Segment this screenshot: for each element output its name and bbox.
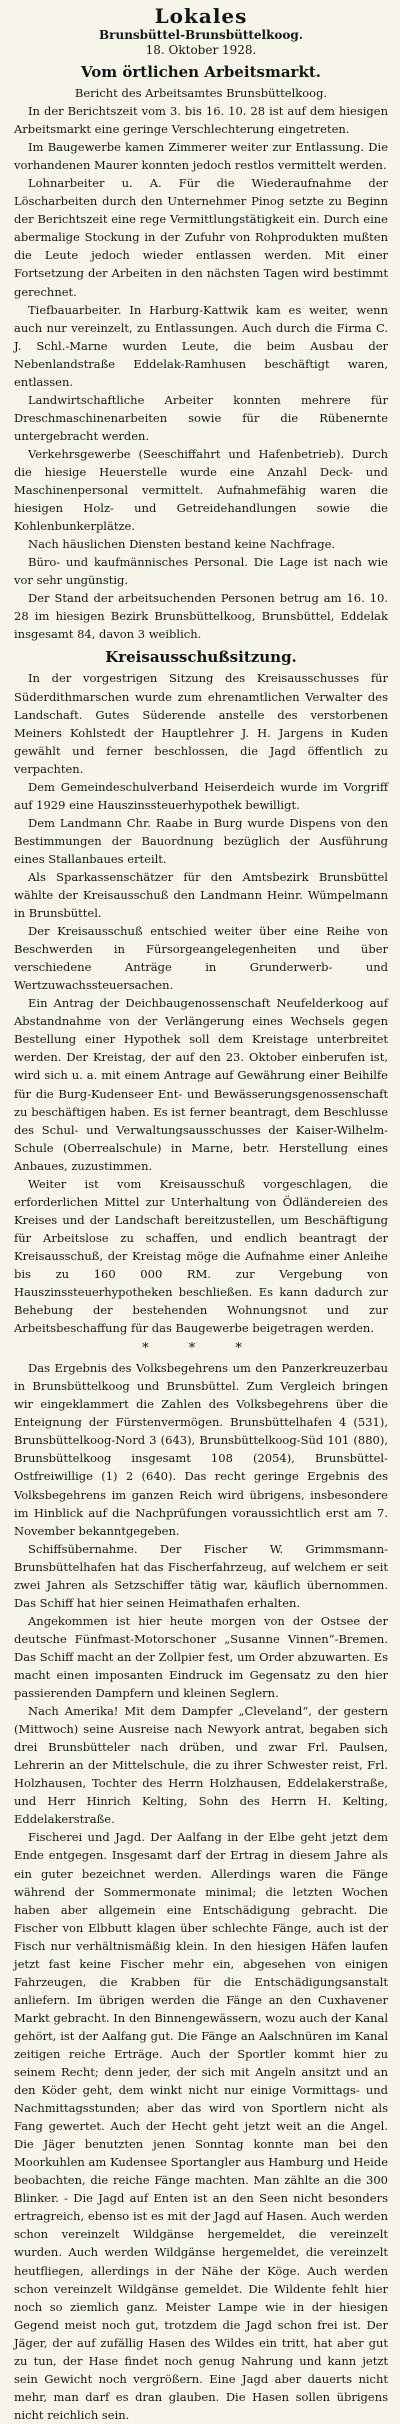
- committee-paragraph: In der vorgestrigen Sitzung des Kreisausschusses für Süderdithmarschen wurde zum ehrenamtlichen Verwalter des Landschaft. Gutes Süderende anstelle des verstorbenen Meiners Kohlstedt der Hauptlehrer J. H. Jargens in Kuden gewählt und ferner beschlossen, die Jagd öffentlich zu verpachten.: [14, 671, 388, 776]
- labor-paragraph: In der Berichtszeit vom 3. bis 16. 10. 28 ist auf dem hiesigen Arbeitsmarkt eine geringe Verschlechterung eingetreten.: [14, 104, 388, 137]
- section-separator: * * *: [142, 1341, 260, 1357]
- town-subhead: Brunsbüttel-Brunsbüttelkoog.: [99, 28, 303, 42]
- labor-paragraph: Der Stand der arbeitsuchenden Personen betrug am 16. 10. 28 im hiesigen Bezirk Brunsbüttelkoog, Brunsbüttel, Eddelak insgesamt 84, davon 3 weiblich.: [14, 591, 388, 642]
- committee-paragraph: Der Kreisausschuß entschied weiter über eine Reihe von Beschwerden in Fürsorgeangelegenheiten und über verschiedene Anträge in Grunderwerb- und Wertzuwachssteuersachen.: [14, 924, 388, 993]
- labor-paragraph: Im Baugewerbe kamen Zimmerer weiter zur Entlassung. Die vorhandenen Maurer konnten jedoch restlos vermittelt werden.: [14, 140, 388, 173]
- local-news-item: Schiffsübernahme. Der Fischer W. Grimmsmann-Brunsbüttelhafen hat das Fischerfahrzeug, auf welchem er seit zwei Jahren als Setzschiffer tätig war, käuflich übernommen. Das Schiff hat hier seinen Heimathafen erhalten.: [14, 1541, 388, 1610]
- masthead: Lokales: [154, 4, 248, 28]
- committee-paragraph: Dem Landmann Chr. Raabe in Burg wurde Dispens von den Bestimmungen der Bauordnung bezüglich der Ausführung eines Stallanbaues erteilt.: [14, 815, 388, 866]
- committee-paragraph: Als Sparkassenschätzer für den Amtsbezirk Brunsbüttel wählte der Kreisausschuß den Landmann Heinr. Wümpelmann in Brunsbüttel.: [14, 869, 388, 921]
- committee-paragraph: Ein Antrag der Deichbaugenossenschaft Neufelderkoog auf Abstandnahme von der Verlängerung eines Wechsels gegen Bestellung einer Hypothek soll dem Kreistage unterbreitet werden. Der Kreistag, der auf den 23. Oktober einberufen ist, wird sich u. a. mit einem Antrage auf Gewährung einer Beihilfe für die Burg-Kudenseer Ent- und Bewässerungsgenossenschaft zu beschäftigen haben. Es ist ferner beantragt, dem Beschlusse des Schul- und Verwaltungsausschusses der Kaiser-Wilhelm-Schule (Oberrealschule) in Marne, betr. Herstellung eines Anbaues, zuzustimmen.: [14, 996, 388, 1173]
- local-news-item: Angekommen ist hier heute morgen von der Ostsee der deutsche Fünfmast-Motorschoner „Susanne Vinnen“-Bremen. Das Schiff macht an der Zollpier fest, um Order abzuwarten. Es macht einen imposanten Eindruck im Gegensatz zu den hier passierenden Dampfern und kleinen Seglern.: [14, 1613, 388, 1701]
- labor-paragraph: Nach häuslichen Diensten bestand keine Nachfrage.: [28, 537, 336, 552]
- local-news-item: Nach Amerika! Mit dem Dampfer „Cleveland“, der gestern (Mittwoch) seine Ausreise nach Newyork antrat, begaben sich drei Brunsbütteler nach drüben, und zwar Frl. Paulsen, Lehrerin an der Mittelschule, die zu ihrer Schwester reist, Frl. Holzhausen, Tochter des Herrn Holzhausen, Eddelakerstraße, und Herr Hinrich Kelting, Sohn des Herrn H. Kelting, Eddelakerstraße.: [14, 1704, 388, 1827]
- labor-paragraph: Lohnarbeiter u. A. Für die Wiederaufnahme der Löscharbeiten durch den Unternehmer Pinog setzte zu Beginn der Berichtszeit eine rege Vermittlungstätigkeit ein. Durch eine abermalige Stockung in der Zufuhr von Rohprodukten mußten die Leute jedoch wieder entlassen werden. Mit einer Fortsetzung der Arbeiten in den nächsten Tagen wird bestimmt gerechnet.: [14, 176, 388, 299]
- issue-date: 18. Oktober 1928.: [145, 43, 257, 57]
- article-title-district-committee: Kreisausschußsitzung.: [105, 648, 297, 667]
- local-news-item: Das Ergebnis des Volksbegehrens um den Panzerkreuzerbau in Brunsbüttelkoog und Brunsbüttel. Zum Vergleich bringen wir eingeklammert die Zahlen des Volksbegehrens über die Enteignung der Fürstenvermögen. Brunsbüttelhafen 4 (531), Brunsbüttelkoog-Nord 3 (643), Brunsbüttelkoog-Süd 101 (880), Brunsbüttelkoog insgesamt 108 (2054), Brunsbüttel-Ostfreiwillige (1) 2 (640). Das recht geringe Ergebnis des Volksbegehrens im ganzen Reich wird übrigens, insbesondere im Hinblick auf die Nachprüfungen voraussichtlich erst am 7. November bekanntgegeben.: [14, 1361, 388, 1538]
- labor-paragraph: Landwirtschaftliche Arbeiter konnten mehrere für Dreschmaschinenarbeiten sowie für die Rübenernte untergebracht werden.: [14, 392, 388, 443]
- labor-report-subtitle: Bericht des Arbeitsamtes Brunsbüttelkoog.: [74, 86, 328, 100]
- labor-paragraph: Verkehrsgewerbe (Seeschiffahrt und Hafenbetrieb). Durch die hiesige Heuerstelle wurde eine Anzahl Deck- und Maschinenpersonal vermittelt. Aufnahmefähig waren die hiesigen Holz- und Getreidehandlungen sowie die Kohlenbunkerplätze.: [14, 446, 388, 534]
- local-news-header: [14, 4, 388, 58]
- committee-paragraph: Weiter ist vom Kreisausschuß vorgeschlagen, die erforderlichen Mittel zur Unterhaltung von Ödländereien des Kreises und der Landschaft bereitzustellen, um Beschäftigung für Arbeitslose zu schaffen, und endlich beantragt der Kreisausschuß, der Kreistag möge die Aufnahme einer Anleihe bis zu 160 000 RM. zur Vergebung von Hauszinssteuerhypotheken beschließen. Es kann dadurch zur Behebung der bestehenden Wohnungsnot und zur Arbeitsbeschaffung für das Baugewerbe beigetragen werden.: [14, 1176, 388, 1336]
- local-news-item: Fischerei und Jagd. Der Aalfang in der Elbe geht jetzt dem Ende entgegen. Insgesamt darf der Ertrag in diesem Jahre als ein guter bezeichnet werden. Allerdings waren die Fänge während der Sommermonate minimal; die letzten Wochen haben aber allgemein eine Entschädigung gebracht. Die Fischer von Elbbutt klagen über schlechte Fänge, auch ist der Fisch nur verhältnismäßig klein. In den hiesigen Häfen laufen jetzt fast keine Fischer mehr ein, abgesehen von einigen Fahrzeugen, die Krabben für die Entschädigungsanstalt anliefern. Im übrigen werden die Fänge an den Cuxhavener Markt gebracht. In den Binnengewässern, wozu auch der Kanal gehört, ist der Aalfang gut. Die Fänge an Aalschnüren im Kanal zeitigen reiche Erträge. Auch der Sportler kommt hier zu seinem Recht; denn jeder, der sich mit Angeln ansitzt und an den Köder geht, dem winkt nicht nur einige Vormittags- und Nachmittagsstunden; aber das wird von Sportlern nicht als Fang gewertet. Auch der Hecht geht jetzt weit an die Angel. Die Jäger benutzten jenen Sonntag konnte man bei den Moorkuhlen am Kudensee Sportangler aus Hamburg und Heide beobachten, die reiche Fänge machten. Man zählte an die 300 Blinker. - Die Jagd auf Enten ist an den Seen nicht besonders ertragreich, ebenso ist es mit der Jagd auf Hasen. Auch werden schon vereinzelt Wildgänse hergemeldet, die vereinzelt wurden. Auch werden Wildgänse hergemeldet, die vereinzelt heutfliegen, allerdings in der Nähe der Köge. Auch werden schon vereinzelt Wildgänse gemeldet. Die Wildente fehlt hier noch so ziemlich ganz. Meister Lampe wie in der hiesigen Gegend meist noch gut, trotzdem die Jagd schon frei ist. Der Jäger, der auf zufällig Hasen des Wildes ein tritt, hat aber gut zu tun, der Hase findet noch genug Nahrung und kann jetzt sein Gewicht noch vergrößern. Eine Jagd aber dauerts nicht mehr, man darf es dran glauben. Die Hasen sollen übrigens nicht reichlich sein.: [14, 1830, 388, 2422]
- committee-paragraph: Dem Gemeindeschulverband Heiserdeich wurde im Vorgriff auf 1929 eine Hauszinssteuerhypothek bewilligt.: [14, 779, 388, 812]
- labor-paragraph: Büro- und kaufmännisches Personal. Die Lage ist nach wie vor sehr ungünstig.: [14, 555, 388, 588]
- article-title-labor-market: Vom örtlichen Arbeitsmarkt.: [81, 63, 321, 81]
- labor-paragraph: Tiefbauarbeiter. In Harburg-Kattwik kam es weiter, wenn auch nur vereinzelt, zu Entlassungen. Auch durch die Firma C. J. Schl.-Marne wurden Leute, die beim Ausbau der Nebenlandstraße Eddelak-Ramhusen beschäftigt waren, entlassen.: [14, 302, 388, 389]
